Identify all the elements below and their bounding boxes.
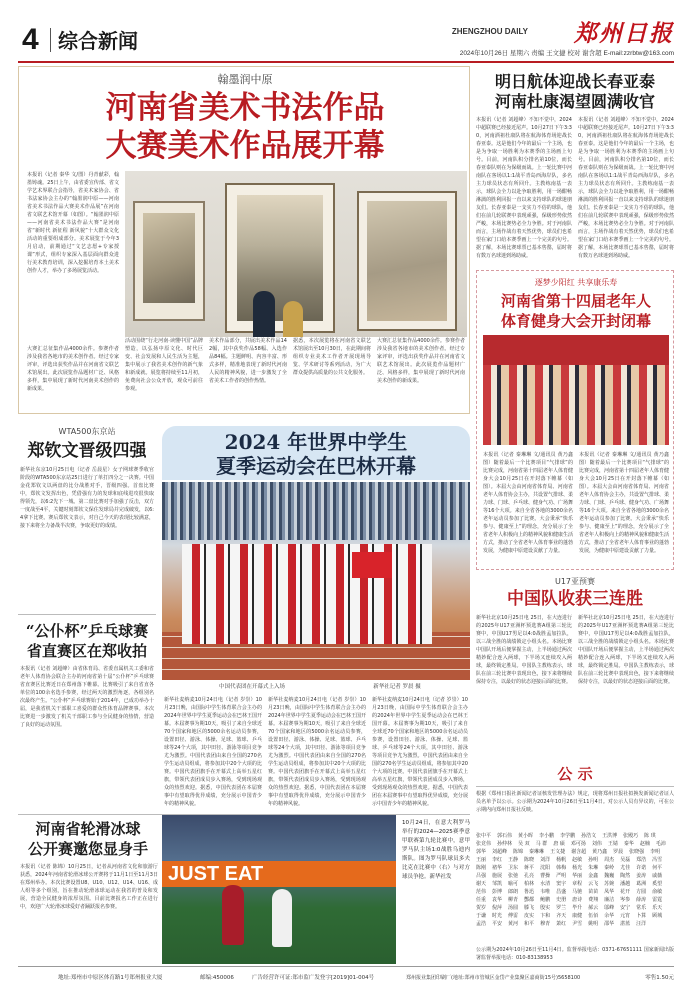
notice-name: 和平 bbox=[524, 921, 535, 927]
notice-name: 苏婉 bbox=[604, 881, 615, 887]
notice-name: 凤华 bbox=[604, 889, 615, 895]
notice-name: 韩梅 bbox=[556, 865, 567, 871]
caption-photographer: 新华社记者 罗晨 摄 bbox=[373, 684, 421, 690]
footer-print-info: 郑州报业集团印刷厂(地址:郑州市管城区金岱产业集聚区嘉商街15号)5658100 bbox=[406, 975, 581, 981]
kicker-elderly: 逐梦少阳红 共享康乐寿 bbox=[534, 278, 618, 287]
notice-name: 常乐 bbox=[636, 905, 647, 911]
footer-postcode: 邮编:450006 bbox=[200, 975, 234, 981]
notice-name: 卞和 bbox=[540, 913, 551, 919]
notice-name: 蒋平 bbox=[524, 865, 535, 871]
notice-name: 皮实 bbox=[524, 913, 535, 919]
kicker-u17: U17亚预赛 bbox=[554, 577, 596, 586]
story-tennis bbox=[18, 420, 156, 610]
art-body-col4: 据悉，本次展览将在河南省文联艺术馆展出至10月30日，在此期间将组织专业美术工作者开展现场导览、学术研讨等系列活动，为广大群众提供高质量的公共文化服务。 bbox=[293, 338, 371, 376]
notice-name: 黄乃鑫 bbox=[592, 849, 608, 855]
notice-title: 公 示 bbox=[557, 765, 593, 783]
notice-name: 孙仲林 bbox=[497, 841, 513, 847]
notice-name: 冯雪 bbox=[652, 857, 663, 863]
notice-name: 吴磊 bbox=[620, 857, 631, 863]
notice-name: 王静 bbox=[508, 857, 519, 863]
notice-name: 郭石伟 bbox=[497, 833, 513, 839]
notice-name: 费翔 bbox=[588, 897, 599, 903]
athlete-group bbox=[182, 544, 432, 644]
notice-name: 穆青 bbox=[540, 921, 551, 927]
notice-name: 邵华 bbox=[604, 921, 615, 927]
notice-name: 尤佳 bbox=[620, 865, 631, 871]
notice-name: 李学鹏 bbox=[560, 833, 576, 839]
notice-name: 湛蓝 bbox=[620, 921, 631, 927]
notice-name: 喻可 bbox=[508, 881, 519, 887]
headline-elderly-2: 体育健身大会开封闭幕 bbox=[500, 312, 651, 330]
notice-name: 孙明 bbox=[588, 857, 599, 863]
notice-name: 卜算 bbox=[636, 913, 647, 919]
notice-name: 任重 bbox=[476, 897, 487, 903]
notice-section bbox=[476, 764, 674, 964]
story-school-games bbox=[162, 426, 470, 810]
notice-name: 谢天 bbox=[476, 881, 487, 887]
football-body-col1: 本报讯（记者 刘超峰）不知不觉中，2024中超联赛已经接近尾声。10月27日下午3:30，河南酒祖杜康队将在航海体育场迎战长春亚泰。这是他们今年的最后一个主场，也是为争取一场胜利为本赛季的主场画上句号。目前，河南队积分排名第10位，而长春亚泰队则在为保级而战。上一轮比赛中河南队在客场以1:1战平青岛西海岸队，多名主力球员状态有所回升。主教练南基一表示，球队会全力以赴争取胜利，用一场酣畅淋漓的胜利回报一直以来支持球队的球迷朋友们。长春亚泰是一支实力不俗的球队，他们在前几轮联赛中表现顽强，保级形势依然严峻，本场比赛势必全力争胜。对于河南队而言，主场作战有着天然优势，球员们也希望在家门口给本赛季画上一个完美的句号。据了解，本场比赛球票已基本售罄，届时将有数万名球迷到场助威。 bbox=[476, 117, 572, 259]
notice-name: 李小鹏 bbox=[539, 833, 555, 839]
notice-name: 安宁 bbox=[620, 905, 631, 911]
notice-name: 沈阳 bbox=[540, 865, 551, 871]
notice-name: 罗兰 bbox=[556, 905, 567, 911]
notice-name: 马驰 bbox=[572, 889, 583, 895]
notice-name: 褚华 bbox=[492, 865, 503, 871]
notice-name: 袁华 bbox=[492, 897, 503, 903]
opening-ceremony-photo bbox=[162, 482, 470, 680]
art-body-col1b: 大赛汇总征集作品4000余件。参赛作者涉及我省各地市的美术创作者。经过专家评审，评选出获奖作品并在河南省文联艺术馆展出。此次展览作品题材广泛、风格多样，集中展现了新时代河南美术创作的新成果。 bbox=[27, 346, 119, 392]
notice-intro: 根据《郑州日报社新闻记者证核发管理办法》规定，现将郑州日报社拟换发新闻记者证人员名单予以公示。公示期为2024年10月26日至11月4日。对公示人员有异议的，可在公示期内向郑州日报社反映。 bbox=[476, 791, 674, 813]
art-lower-columns bbox=[125, 337, 467, 411]
page-footer bbox=[18, 966, 674, 990]
notice-name: 伍佰 bbox=[588, 913, 599, 919]
notice-contact: 公示期为2024年10月26日至11月4日。监督举报电话：0371-67651111 国家新闻出版署监督举报电话：010-83138953 bbox=[476, 947, 674, 961]
school-body-col3: 新华社麦纳麦10月24日电（记者 岁崇）10月23日晚，由国际中学生体育联合会主办的2024年世界中学生夏季运动会在巴林王国开幕。本届赛事为期10天，吸引了来自全球近70个国家和地区的5000余名运动员参赛，设置田径、游泳、体操、足球、篮球、乒乓球等24个大项，其中田径、游泳等项目竞争尤为激烈。中国代表团由来自全国的270名学生运动员组成，将参加其中20个大项的比赛。中国代表团旗手在开幕式上高举五星红旗，带领代表团成员步入赛场，受到现场观众的热烈欢迎。据悉，中国代表团在本届赛事中有望取得优异成绩，充分展示中国青少年的精神风貌。 bbox=[372, 697, 468, 807]
notice-name: 雷霆 bbox=[652, 897, 663, 903]
art-body-col2: 活动围绕“行走河南·读懂中国”品牌塑造，以弘扬中原文化、时代巨变、社会发展和人民生活为主题，集中展示了我省美术创作的新气象和新成就。展览将持续至11月初，免费向社会公众开放，观众可前往参观。 bbox=[125, 338, 203, 392]
notice-title-rule bbox=[476, 786, 674, 787]
art-body-col3: 美术作品部分，共展出美术作品142幅，其中获奖作品58幅、入选作品84幅。主题鲜明、内容丰富、形式多样，精准地表现了新时代河南人民的精神风貌，进一步激发了全省美术工作者的创作热情。 bbox=[209, 338, 287, 384]
page-number: 4 bbox=[22, 23, 39, 56]
notice-name: 姚明 bbox=[588, 921, 599, 927]
notice-name: 张殿巧 bbox=[623, 833, 639, 839]
notice-name: 薛涛 bbox=[636, 897, 647, 903]
notice-name: 方圆 bbox=[636, 889, 647, 895]
roller-body: 本报讯（记者 陈锦）10月25日，记者从河南省文化和旅游厅获悉，2024年河南省轮滑冰球公开赛将于11月1日至11月3日在郑州举办。本次比赛设置U8、U10、U12、U14、U16、成人组等多个组别，旨在推动轮滑冰球运动在我省的普及和发展，营造全民健身的浓厚氛围。目前比赛报名工作正在进行中，欢迎广大轮滑冰球爱好者踊跃报名参赛。 bbox=[20, 864, 158, 910]
notice-name: 吴 双 bbox=[518, 841, 530, 847]
notice-name: 罗晨 bbox=[613, 849, 624, 855]
notice-name: 杨光 bbox=[572, 865, 583, 871]
elderly-games-photo bbox=[483, 335, 669, 445]
tennis-body: 新华社东京10月25日电（记者 岳晨星）女子网球赛季收官阶段的WTA500东京站25日进行了单打四分之一决赛。中国金花郑钦文以两盘的比分战胜对手，晋级四强。首盘比赛中，郑钦文发挥出色，凭借强有力的发球和底线进攻很快取得领先，以6:2先下一城。第二盘比赛对手加强了反击，双方一度战至4平，关键时刻郑钦文保住发球局并完成破发，以6:4拿下比赛。赛后郑钦文表示，对自己今天的表现比较满意，接下来将全力备战半决赛，争取更好的成绩。 bbox=[20, 467, 154, 529]
headline-football-2: 河南杜康渴望圆满收官 bbox=[494, 92, 655, 111]
notice-name: 元宵 bbox=[620, 913, 631, 919]
section-divider bbox=[50, 28, 51, 52]
notice-name: 郎朗 bbox=[508, 889, 519, 895]
masthead-logo: 郑州日报 bbox=[574, 20, 674, 47]
soccer-photo-caption: 10月24日，在意大利罗马举行的2024—2025赛季意甲联赛第九轮比赛中，意甲罗马队主场1:0战胜乌迪内斯队。图为罗马队球员多夫比克在比赛中（右）与对方球员争抢。新华社发 bbox=[402, 820, 470, 880]
notice-name: 张中平 bbox=[476, 833, 492, 839]
story-roller-hockey bbox=[18, 814, 470, 964]
header-meta-line: 2024年10月26日 星期六 责编 王文捷 校对 谢含超 E-mail:zzrbtw@163.com bbox=[459, 50, 674, 57]
u17-body-col2: 新华社北京10月25日电 25日，在大连进行的2025年U17亚洲杯预选赛A组第三轮比赛中，中国U17男足以4:0战胜孟加拉队，以三战全胜的战绩锁定小组头名。本场比赛中国队开场后便掌握主动，上半场通过两次精妙配合连入两球，下半场又连续攻入两球，最终锁定胜局。中国队主教练表示，球队在前三轮比赛中表现出色，接下来将继续保持专注，以最好的状态迎接后面的比赛。 bbox=[578, 615, 674, 685]
notice-name-list bbox=[476, 832, 674, 944]
notice-name: 陈刚 bbox=[476, 865, 487, 871]
player-white bbox=[272, 889, 292, 947]
notice-name: 滕飞 bbox=[524, 905, 535, 911]
notice-name: 柳青 bbox=[508, 897, 519, 903]
notice-name: 康健 bbox=[572, 913, 583, 919]
notice-name: 张弛 bbox=[508, 873, 519, 879]
notice-name: 柏林 bbox=[524, 881, 535, 887]
notice-name: 王婧 bbox=[607, 841, 618, 847]
notice-name: 齐天 bbox=[556, 913, 567, 919]
football-body-col2: 本报讯（记者 刘超峰）不知不觉中，2024中超联赛已经接近尾声。10月27日下午3:30，河南酒祖杜康队将在航海体育场迎战长春亚泰。这是他们今年的最后一个主场，也是为争取一场胜利为本赛季的主场画上句号。目前，河南队积分排名第10位，而长春亚泰队则在为保级而战。上一轮比赛中河南队在客场以1:1战平青岛西海岸队，多名主力球员状态有所回升。主教练南基一表示，球队会全力以赴争取胜利，用一场酣畅淋漓的胜利回报一直以来支持球队的球迷朋友们。长春亚泰是一支实力不俗的球队，他们在前几轮联赛中表现顽强，保级形势依然严峻，本场比赛势必全力争胜。对于河南队而言，主场作战有着天然优势，球员们也希望在家门口给本赛季画上一个完美的句号。据了解，本场比赛球票已基本售罄，届时将有数万名球迷到场助威。 bbox=[578, 117, 674, 259]
notice-name: 平安 bbox=[492, 921, 503, 927]
notice-name: 时光 bbox=[492, 913, 503, 919]
notice-name: 刘超峰 bbox=[492, 849, 508, 855]
footer-price: 零售1.50元 bbox=[645, 975, 674, 981]
painting-center bbox=[225, 183, 335, 333]
headline-roller-2: 公开赛邀您显身手 bbox=[27, 840, 148, 858]
notice-name: 彭博 bbox=[492, 889, 503, 895]
soccer-match-photo bbox=[162, 815, 396, 964]
notice-name: 章程 bbox=[572, 881, 583, 887]
stadium-crowd bbox=[162, 482, 470, 540]
elderly-body-col2: 本报讯（记者 秦琳琳 文/通讯员 黄乃鑫 图）随着最后一个比赛项目“气排球”的比赛完成，河南省第十四届老年人体育健身大会10月25日在开封落下帷幕（如图）。本届大会由河南省体育局、河南省老年人体育协会主办，共设置气排球、柔力球、门球、乒乓球、健身气功、广场舞等16个大项。来自全省各地的3000余名老年运动员参加了比赛。大会秉承“快乐参与、健康至上”的理念，充分展示了全省老年人积极向上的精神风貌和健康生活方式，推动了全省老年人体育事业的蓬勃发展，为健康中原建设贡献了力量。 bbox=[579, 452, 669, 554]
notice-name: 韦唯 bbox=[540, 889, 551, 895]
headline-art-1: 河南省美术书法作品 bbox=[105, 90, 385, 126]
art-body-col5: 大赛汇总征集作品4000余件。参赛作者涉及我省各地市的美术创作者。经过专家评审，评选出获奖作品并在河南省文联艺术馆展出。此次展览作品题材广泛、风格多样，集中展现了新时代河南美术创作的新成果。 bbox=[377, 338, 465, 384]
notice-name: 邓可扬 bbox=[570, 841, 586, 847]
notice-name: 汤圆 bbox=[508, 905, 519, 911]
art-body-col1: 本报讯（记者 秦华 文/图）丹青献彩，翰墨铸魂。25日上午，由省委宣传部、省文学艺术界联合会指导，省美术家协会、省书法家协会主办的“翰墨润中原——河南省美术书法作品大赛美术作品展”在河南省文联艺术馆开幕（如图）。“翰墨润中原——河南省美术书法作品大赛”是河南省“新时代 新征程 新风貌”十大群众文化活动的重要组成部分。美术展览于今年3月启动，前期通过“文艺志愿+专家授课”形式，组织专家深入基层面向群众进行美术教育培训，深入挖掘培育本土美术创作人才，举办了多场展览活动。 bbox=[27, 172, 119, 274]
notice-name: 奚望 bbox=[652, 881, 663, 887]
notice-name: 唐诗 bbox=[572, 897, 583, 903]
headline-pingpong-2: 省直赛区在郑收拍 bbox=[26, 642, 147, 660]
notice-name: 傅雷 bbox=[508, 913, 519, 919]
notice-name: 杨帆 bbox=[556, 857, 567, 863]
story-u17 bbox=[476, 574, 674, 760]
headline-tennis: 郑钦文晋级四强 bbox=[27, 441, 147, 461]
notice-name: 卫东 bbox=[508, 865, 519, 871]
notice-name: 周杰 bbox=[604, 857, 615, 863]
notice-name: 戚薇 bbox=[652, 873, 663, 879]
notice-name: 孔亮 bbox=[524, 873, 535, 879]
story-art-exhibition bbox=[18, 66, 470, 414]
notice-name: 孙浩文 bbox=[581, 833, 597, 839]
notice-name: 于谦 bbox=[476, 913, 487, 919]
headline-football-1: 明日航体迎战长春亚泰 bbox=[494, 72, 655, 91]
notice-name: 黄河 bbox=[508, 921, 519, 927]
notice-name: 毕升 bbox=[572, 905, 583, 911]
story-table-tennis bbox=[18, 614, 156, 810]
notice-name: 昌盛 bbox=[556, 889, 567, 895]
notice-name: 鲍鹏 bbox=[540, 897, 551, 903]
notice-name: 陶然 bbox=[620, 873, 631, 879]
notice-name: 李明 bbox=[650, 849, 661, 855]
notice-name: 施展 bbox=[492, 873, 503, 879]
story-elderly-games bbox=[476, 270, 674, 570]
flag bbox=[352, 552, 392, 578]
banner-text: JUST EAT bbox=[168, 863, 264, 885]
notice-name: 华丽 bbox=[572, 873, 583, 879]
notice-name: 朱琳 bbox=[588, 865, 599, 871]
headline-roller-1: 河南省轮滑冰球 bbox=[35, 820, 141, 838]
notice-name: 陈锦 bbox=[513, 849, 524, 855]
footer-address: 地址:郑州市中原区体育路1号郑州报业大厦 bbox=[58, 975, 163, 981]
notice-name: 孟浩 bbox=[476, 921, 487, 927]
u17-body-col1: 新华社北京10月25日电 25日，在大连进行的2025年U17亚洲杯预选赛A组第三轮比赛中，中国U17男足以4:0战胜孟加拉队，以三战全胜的战绩锁定小组头名。本场比赛中国队开场后便掌握主动，上半场通过两次精妙配合连入两球，下半场又连续攻入两球，最终锁定胜局。中国队主教练表示，球队在前三轮比赛中表现出色，接下来将继续保持专注，以最好的状态迎接后面的比赛。 bbox=[476, 615, 572, 685]
notice-name: 酆都 bbox=[524, 897, 535, 903]
notice-name: 何平 bbox=[652, 865, 663, 871]
notice-name: 岑参 bbox=[620, 897, 631, 903]
notice-name: 黄小晖 bbox=[518, 833, 534, 839]
notice-name: 乐天 bbox=[652, 905, 663, 911]
section-title: 综合新闻 bbox=[58, 29, 138, 53]
notice-name: 苗苗 bbox=[588, 889, 599, 895]
caption-ceremony: 中国代表团在开幕式上入场 bbox=[218, 684, 285, 690]
notice-name: 萧红 bbox=[556, 921, 567, 927]
notice-name: 许诺 bbox=[636, 865, 647, 871]
notice-name: 赵楠 bbox=[639, 841, 650, 847]
notice-name: 姜涛 bbox=[636, 873, 647, 879]
pingpong-body: 本报讯（记者 刘超峰）由省体育局、省委直属机关工委和省老年人体育协会联合主办的河南省第十届“公仆杯”乒乓球赛省直赛区比赛近日在郑州落下帷幕。比赛吸引了来自省直各单位的100余名选手参赛，经过两天的激烈角逐，各组别名次最终产生。“公仆杯”乒乓球赛始于2014年，已成功举办十届，是我省机关干部职工喜爱的群众性体育品牌赛事。本次比赛进一步激发了机关干部职工参与全民健身的热情，营造了良好的运动氛围。 bbox=[20, 666, 154, 728]
headline-elderly-1: 河南省第十四届老年人 bbox=[500, 292, 651, 310]
headline-pingpong-1: “公仆杯”乒乓球赛 bbox=[25, 622, 149, 640]
notice-name: 吕强 bbox=[476, 873, 487, 879]
notice-name: 邹凯 bbox=[492, 881, 503, 887]
notice-name: 窦宇 bbox=[556, 881, 567, 887]
notice-name: 顾城 bbox=[652, 913, 663, 919]
notice-name: 马 群 bbox=[535, 841, 548, 847]
headline-u17: 中国队收获三连胜 bbox=[507, 589, 643, 609]
notice-name: 李红 bbox=[492, 857, 503, 863]
notice-name: 曹操 bbox=[540, 873, 551, 879]
notice-name: 范伟 bbox=[476, 889, 487, 895]
notice-name: 王洪博 bbox=[602, 833, 618, 839]
notice-name: 倪萍 bbox=[492, 905, 503, 911]
notice-name: 郭华 bbox=[476, 849, 487, 855]
notice-name: 水清 bbox=[540, 881, 551, 887]
notice-name: 陈晓 bbox=[524, 857, 535, 863]
notice-name: 殷实 bbox=[540, 905, 551, 911]
notice-name: 赵敏 bbox=[572, 857, 583, 863]
kicker-tennis: WTA500东京站 bbox=[58, 427, 116, 436]
story-football bbox=[476, 66, 674, 264]
player-red bbox=[222, 885, 244, 945]
headline-school-1: 2024 年世界中学生 bbox=[224, 430, 408, 454]
notice-name: 王文捷 bbox=[550, 849, 566, 855]
notice-name: 张晓强 bbox=[629, 849, 645, 855]
brand-english: ZHENGZHOU DAILY bbox=[451, 27, 528, 36]
notice-name: 刘伟 bbox=[591, 841, 602, 847]
footer-ad-license: 广告经营许可证:郑市监广发登字[2019]01-004号 bbox=[252, 975, 375, 981]
notice-name: 汪洋 bbox=[636, 921, 647, 927]
notice-name: 严明 bbox=[556, 873, 567, 879]
headline-art-2: 大赛美术作品展开幕 bbox=[105, 128, 385, 164]
painting-right bbox=[357, 191, 457, 331]
notice-name: 葛洲 bbox=[636, 881, 647, 887]
header-rule bbox=[18, 61, 674, 63]
notice-name: 谢含超 bbox=[571, 849, 587, 855]
notice-name: 刘洋 bbox=[540, 857, 551, 863]
notice-name: 云飞 bbox=[588, 881, 599, 887]
elderly-body-col1: 本报讯（记者 秦琳琳 文/通讯员 黄乃鑫 图）随着最后一个比赛项目“气排球”的比赛完成，河南省第十四届老年人体育健身大会10月25日在开封落下帷幕（如图）。本届大会由河南省体育局、河南省老年人体育协会主办，共设置气排球、柔力球、门球、乒乓球、健身气功、广场舞等16个大项。来自全省各地的3000余名老年运动员参加了比赛。大会秉承“快乐参与、健康至上”的理念，充分展示了全省老年人积极向上的精神风貌和健康生活方式，推动了全省老年人体育事业的蓬勃发展，为健康中原建设贡献了力量。 bbox=[483, 452, 573, 554]
notice-name: 魏巍 bbox=[604, 873, 615, 879]
notice-name: 金鑫 bbox=[588, 873, 599, 879]
school-body-col1: 新华社麦纳麦10月24日电（记者 岁崇）10月23日晚，由国际中学生体育联合会主办的2024年世界中学生夏季运动会在巴林王国开幕。本届赛事为期10天，吸引了来自全球近70个国家和地区的5000余名运动员参赛，设置田径、游泳、体操、足球、篮球、乒乓球等24个大项，其中田径、游泳等项目竞争尤为激烈。中国代表团由来自全国的270名学生运动员组成，将参加其中20个大项的比赛。中国代表团旗手在开幕式上高举五星红旗，带领代表团成员步入赛场，受到现场观众的热烈欢迎。据悉，中国代表团在本届赛事中有望取得优异成绩，充分展示中国青少年的精神风貌。 bbox=[164, 697, 262, 807]
notice-name: 秦华 bbox=[623, 841, 634, 847]
notice-name: 郑浩 bbox=[636, 857, 647, 863]
notice-name: 贺岁 bbox=[476, 905, 487, 911]
page-header bbox=[0, 0, 690, 70]
notice-name: 史册 bbox=[556, 897, 567, 903]
notice-name: 唐 硕 bbox=[553, 841, 565, 847]
headline-school-2: 夏季运动会在巴林开幕 bbox=[216, 454, 416, 478]
notice-name: 陈 琪 bbox=[644, 833, 656, 839]
notice-name: 鲁迅 bbox=[524, 889, 535, 895]
notice-name: 俞敏 bbox=[652, 889, 663, 895]
notice-name: 花开 bbox=[620, 889, 631, 895]
notice-name: 毛沛 bbox=[655, 841, 666, 847]
notice-name: 尹雪 bbox=[572, 921, 583, 927]
notice-name: 张竞伟 bbox=[476, 841, 492, 847]
kicker-hanmo: 翰墨润中原 bbox=[217, 73, 273, 86]
notice-name: 潘越 bbox=[620, 881, 631, 887]
notice-name: 王丽 bbox=[476, 857, 487, 863]
notice-name: 余华 bbox=[604, 913, 615, 919]
notice-name: 秦琳琳 bbox=[529, 849, 545, 855]
notice-name: 郝云 bbox=[588, 905, 599, 911]
notice-name: 廉洁 bbox=[604, 897, 615, 903]
school-body-col2: 新华社麦纳麦10月24日电（记者 岁崇）10月23日晚，由国际中学生体育联合会主办的2024年世界中学生夏季运动会在巴林王国开幕。本届赛事为期10天，吸引了来自全球近70个国家和地区的5000余名运动员参赛，设置田径、游泳、体操、足球、篮球、乒乓球等24个大项，其中田径、游泳等项目竞争尤为激烈。中国代表团由来自全国的270名学生运动员组成，将参加其中20个大项的比赛。中国代表团旗手在开幕式上高举五星红旗，带领代表团成员步入赛场，受到现场观众的热烈欢迎。据悉，中国代表团在本届赛事中有望取得优异成绩，充分展示中国青少年的精神风貌。 bbox=[268, 697, 366, 807]
painting-left bbox=[133, 201, 205, 321]
notice-name: 邬峰 bbox=[604, 905, 615, 911]
notice-name: 秦岭 bbox=[604, 865, 615, 871]
